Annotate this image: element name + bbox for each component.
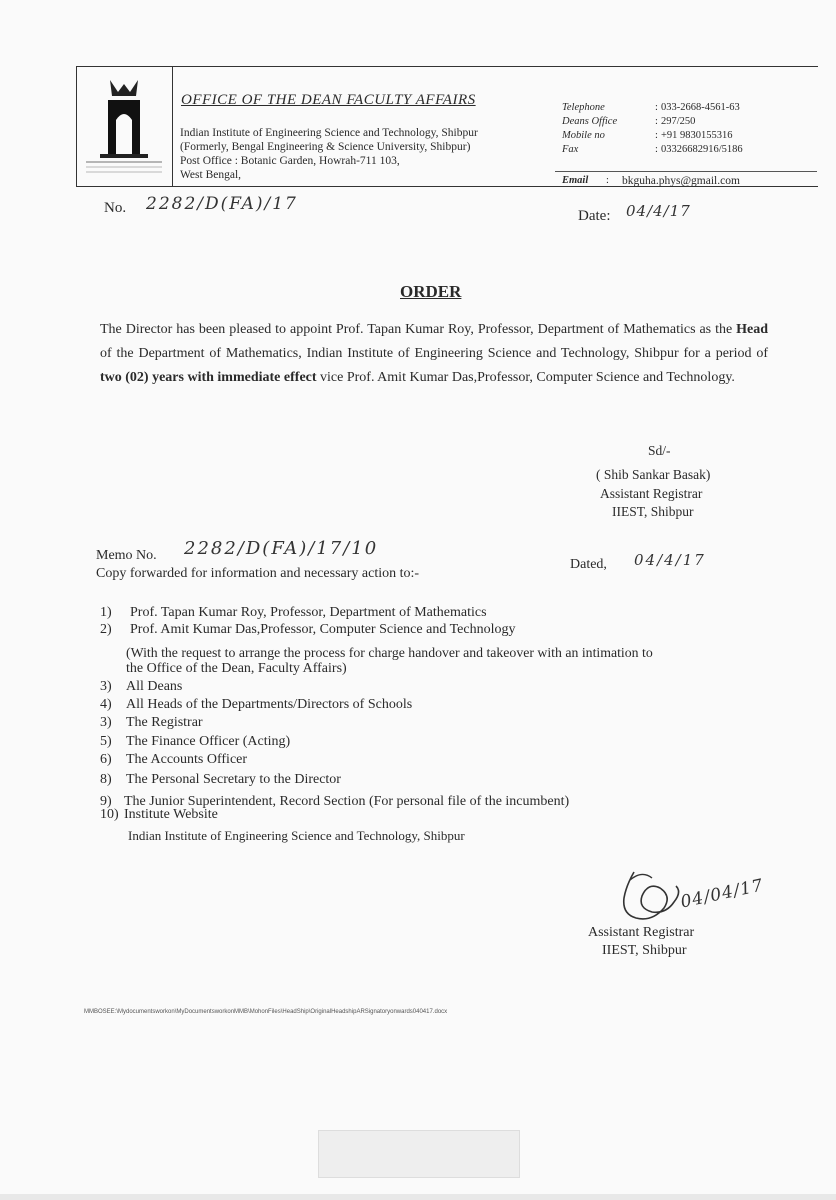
signatory-name: ( Shib Sankar Basak) [596, 467, 711, 482]
list-item [100, 806, 218, 823]
list-number: 8) [100, 772, 112, 787]
list-number: 3) [100, 715, 112, 730]
colon: : [655, 144, 658, 155]
fax-label: Fax [562, 144, 579, 155]
header-border-left [76, 66, 77, 186]
institute-logo [80, 70, 168, 182]
scan-artifact [318, 1130, 520, 1178]
colon: : [655, 116, 658, 127]
file-path-footer: MMBOSEE:\Mydocumentsworkon\MyDocumentsworkonMMB\MohonFiles\HeadShip\OriginalHeadshipARSignatoryonwards040417.docx [84, 1009, 448, 1015]
date-value: 04/4/17 [626, 202, 691, 220]
logo-separator [172, 66, 173, 186]
dated-label: Dated, [570, 557, 607, 572]
memo-label: Memo No. [96, 548, 157, 563]
list-number: 9) [100, 794, 112, 809]
order-text: of the Department of Mathematics, Indian Institute of Engineering Science and Technology, Shibpur for a period of [100, 346, 768, 361]
list-number: 1) [100, 605, 112, 620]
deans-office-label: Deans Office [562, 116, 618, 127]
order-body [100, 318, 768, 390]
address-line: Post Office : Botanic Garden, Howrah-711 103, [180, 155, 400, 167]
order-text-bold: Head [736, 322, 768, 337]
memo-value: 2282/D(FA)/17/10 [184, 538, 379, 559]
order-text-bold: two (02) years with immediate effect [100, 370, 317, 385]
list-text: The Finance Officer (Acting) [126, 734, 291, 749]
address-line: Indian Institute of Engineering Science and Technology, Shibpur [180, 127, 478, 139]
header-border-top [76, 66, 818, 67]
list-item [100, 696, 412, 713]
signatory-institute: IIEST, Shibpur [602, 943, 687, 958]
list-number: 4) [100, 697, 112, 712]
address-line: West Bengal, [180, 169, 242, 181]
list-text: All Heads of the Departments/Directors of Schools [126, 697, 413, 712]
list-text: The Junior Superintendent, Record Section (For personal file of the incumbent) [124, 794, 570, 809]
copy-forwarded-line: Copy forwarded for information and necessary action to:- [96, 566, 420, 581]
list-item [128, 827, 465, 844]
list-item [100, 604, 487, 621]
list-item [100, 733, 290, 750]
list-text: Indian Institute of Engineering Science and Technology, Shibpur [128, 828, 465, 843]
address-line: (Formerly, Bengal Engineering & Science University, Shibpur) [180, 141, 471, 153]
signatory-designation: Assistant Registrar [600, 486, 703, 501]
order-text: The Director has been pleased to appoint Prof. Tapan Kumar Roy, Professor, Department of Mathematics as the [100, 322, 737, 337]
mobile-label: Mobile no [562, 130, 605, 141]
order-title: ORDER [400, 282, 462, 301]
ref-no-value: 2282/D(FA)/17 [146, 194, 298, 214]
colon: : [606, 175, 609, 186]
order-text: vice Prof. Amit Kumar Das,Professor, Computer Science and Technology. [316, 370, 735, 385]
list-item [126, 644, 653, 661]
dated-value: 04/4/17 [634, 551, 706, 569]
email-value: bkguha.phys@gmail.com [622, 175, 740, 187]
colon: : [655, 102, 658, 113]
list-text: The Personal Secretary to the Director [126, 772, 341, 787]
list-text: The Registrar [126, 715, 203, 730]
list-item [100, 621, 515, 638]
list-number: 5) [100, 734, 112, 749]
list-text: The Accounts Officer [126, 752, 248, 767]
list-text: Institute Website [124, 807, 218, 822]
list-item [100, 751, 247, 768]
date-label: Date: [578, 208, 611, 224]
list-number: 3) [100, 679, 112, 694]
deans-office-value: 297/250 [661, 116, 696, 127]
contact-separator [555, 171, 817, 172]
mobile-value: +91 9830155316 [661, 130, 733, 141]
colon: : [655, 130, 658, 141]
list-text: the Office of the Dean, Faculty Affairs) [126, 661, 347, 676]
telephone-label: Telephone [562, 102, 605, 113]
telephone-value: 033-2668-4561-63 [661, 102, 740, 113]
signature-date: 04/04/17 [678, 875, 766, 913]
sd-mark: Sd/- [648, 443, 671, 458]
list-number: 6) [100, 752, 112, 767]
list-item [100, 714, 203, 731]
list-text: Prof. Amit Kumar Das,Professor, Computer Science and Technology [130, 622, 516, 637]
scan-edge [0, 1194, 836, 1200]
signatory-institute: IIEST, Shibpur [612, 504, 694, 519]
email-label: Email [562, 175, 589, 186]
fax-value: 03326682916/5186 [661, 144, 743, 155]
list-text: (With the request to arrange the process for charge handover and takeover with an intimation to [126, 645, 653, 660]
list-number: 2) [100, 622, 112, 637]
list-item [100, 771, 341, 788]
list-item [100, 678, 182, 695]
list-text: Prof. Tapan Kumar Roy, Professor, Department of Mathematics [130, 605, 487, 620]
signatory-designation: Assistant Registrar [588, 925, 695, 940]
list-number: 10) [100, 807, 119, 822]
list-text: All Deans [126, 679, 183, 694]
list-item [126, 660, 347, 677]
ref-no-label: No. [104, 200, 127, 216]
office-title: OFFICE OF THE DEAN FACULTY AFFAIRS [181, 92, 476, 108]
